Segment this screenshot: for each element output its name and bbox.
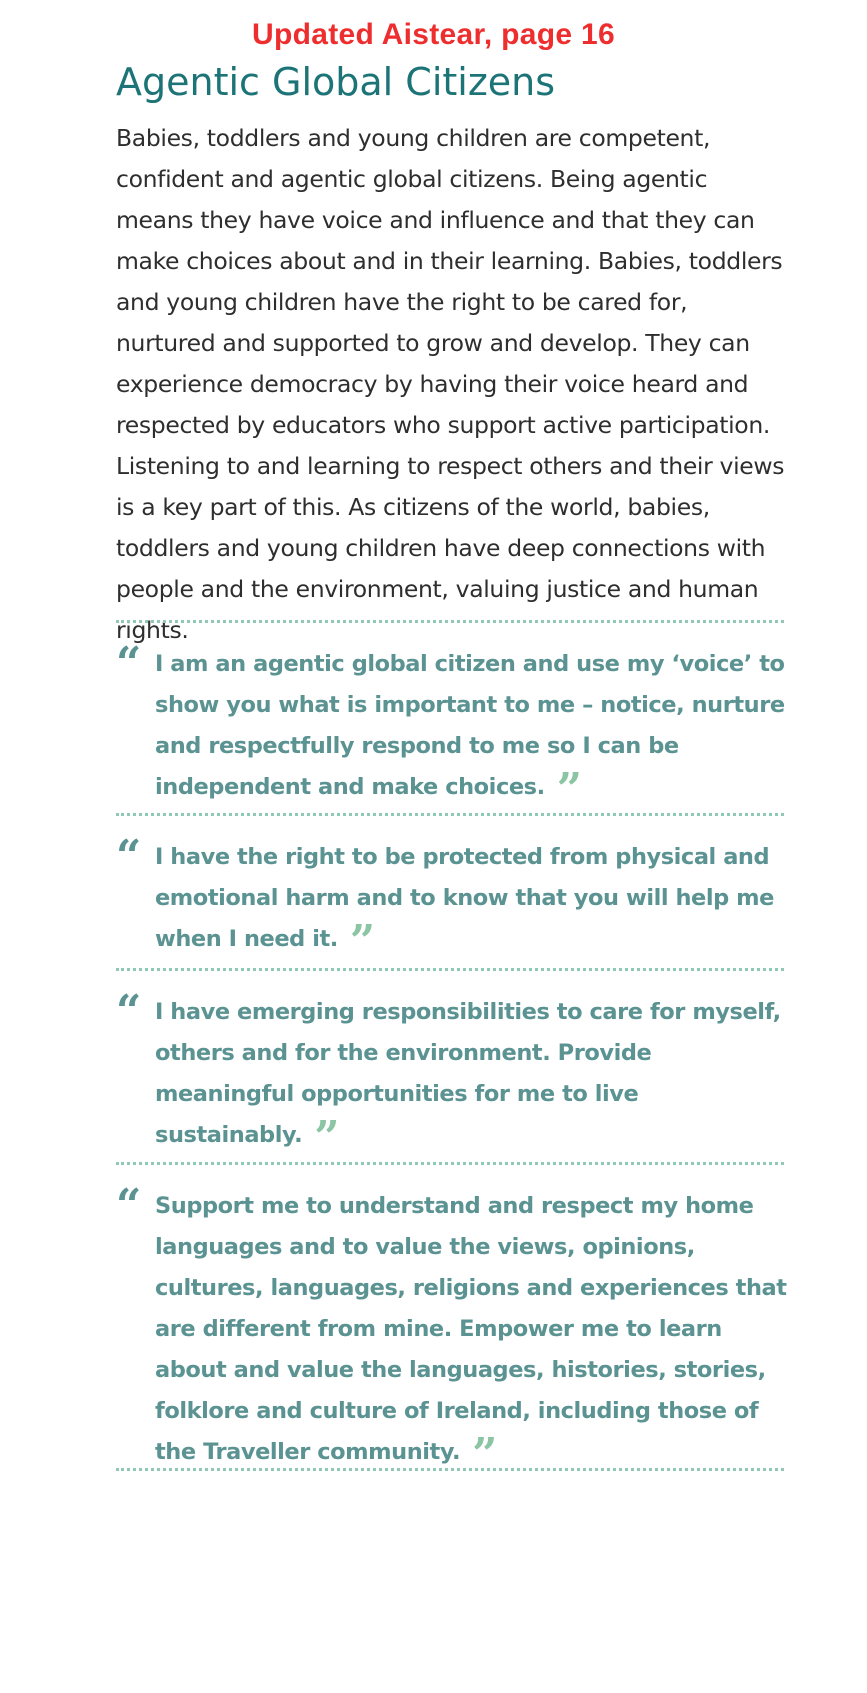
open-quote-icon: “ bbox=[116, 986, 142, 1037]
open-quote-icon: “ bbox=[116, 831, 142, 882]
divider bbox=[116, 813, 784, 816]
quote-text bbox=[155, 837, 788, 967]
quote-body: Support me to understand and respect my home languages and to value the views, opinions, cultures, languages, religions and experiences that are different from mine. Empower me to learn about and value the languages, histories, stories, folklore and culture of Ireland, including those of the Traveller community. bbox=[155, 1193, 787, 1465]
source-note: Updated Aistear, page 16 bbox=[252, 18, 615, 51]
quote-text bbox=[155, 1186, 788, 1480]
close-quote-icon: ” bbox=[556, 764, 582, 815]
quote-block bbox=[116, 638, 788, 815]
quote-block bbox=[116, 831, 788, 967]
divider bbox=[116, 1468, 784, 1471]
open-quote-icon: “ bbox=[116, 638, 142, 689]
quote-body: I have the right to be protected from physical and emotional harm and to know that you will help me when I need it. bbox=[155, 844, 774, 952]
body-paragraph: Babies, toddlers and young children are competent, confident and agentic global citizens. Being agentic means they have voice and influence and that they can make choices about and in their learning. Babies, toddlers and young children have the right to be cared for, nurtured and supported to grow and develop. They can experience democracy by having their voice heard and respected by educators who support active participation. Listening to and learning to respect others and their views is a key part of this. As citizens of the world, babies, toddlers and young children have deep connections with people and the environment, valuing justice and human rights. bbox=[116, 124, 785, 644]
quote-block bbox=[116, 1180, 788, 1480]
section-heading: Agentic Global Citizens bbox=[116, 60, 556, 104]
quote-body: I have emerging responsibilities to care for myself, others and for the environment. Provide meaningful opportunities for me to live sustainably. bbox=[155, 999, 781, 1148]
quote-text bbox=[155, 992, 788, 1163]
divider bbox=[116, 620, 784, 623]
open-quote-icon: “ bbox=[116, 1180, 142, 1231]
quote-text bbox=[155, 644, 788, 815]
divider bbox=[116, 968, 784, 971]
divider bbox=[116, 1162, 784, 1165]
close-quote-icon: ” bbox=[314, 1112, 340, 1163]
quote-block bbox=[116, 986, 788, 1163]
close-quote-icon: ” bbox=[349, 916, 375, 967]
quote-body: I am an agentic global citizen and use my ‘voice’ to show you what is important to me – notice, nurture and respectfully respond to me so I can be independent and make choices. bbox=[155, 651, 785, 800]
close-quote-icon: ” bbox=[472, 1429, 497, 1480]
